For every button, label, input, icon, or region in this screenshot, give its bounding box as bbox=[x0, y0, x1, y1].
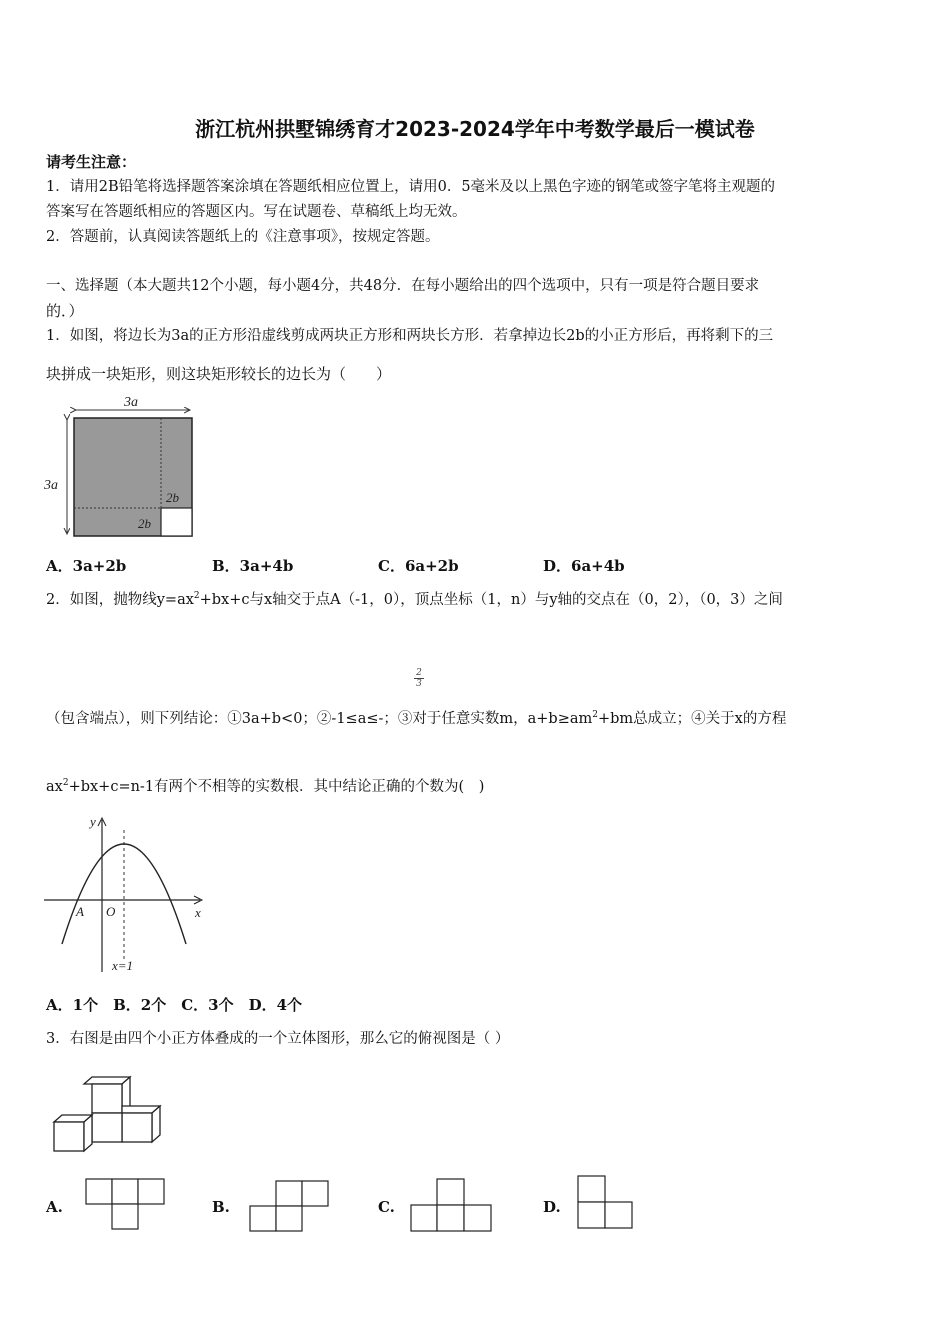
q3-cube-stack-figure bbox=[50, 1072, 170, 1157]
q1-option-b: B．3a+4b bbox=[212, 557, 294, 575]
q2-text-line-2: （包含端点），则下列结论：①3a+b<0；②-1≤a≤-；③对于任意实数m，$a+b\ge am^2+bm$总成立；④关于x的方程 bbox=[46, 710, 787, 727]
q2-label-a: A bbox=[76, 904, 84, 919]
q3-option-d-label: D. bbox=[543, 1198, 561, 1216]
q3-option-d-shape bbox=[576, 1174, 636, 1238]
q2-options: A．1个 B．2个 C．3个 D．4个 bbox=[46, 996, 303, 1014]
q3-option-c-shape bbox=[410, 1178, 494, 1234]
q2-fraction: 2 3 bbox=[414, 668, 424, 689]
q3-option-a-label: A. bbox=[46, 1198, 63, 1216]
q1-option-c: C．6a+2b bbox=[378, 557, 459, 575]
q1-square-figure bbox=[40, 390, 210, 545]
q2-label-x: x bbox=[195, 905, 201, 920]
q1-option-a: A．3a+2b bbox=[46, 557, 127, 575]
q2-parabola-figure bbox=[40, 812, 215, 977]
q1-label-top: 3a bbox=[124, 395, 138, 410]
q1-label-inner-right: 2b bbox=[166, 490, 179, 505]
q2-text-line-3: $ax^2+bx+c=n-1$有两个不相等的实数根．其中结论正确的个数为( ) bbox=[46, 778, 485, 795]
section-heading-line-2: 的．） bbox=[46, 302, 84, 320]
notice-heading: 请考生注意： bbox=[46, 153, 137, 171]
q3-option-b-shape bbox=[249, 1180, 331, 1234]
notice-line-1b: 答案写在答题纸相应的答题区内。写在试题卷、草稿纸上均无效。 bbox=[46, 204, 467, 220]
q1-option-d: D．6a+4b bbox=[543, 557, 625, 575]
q2-label-axis: x=1 bbox=[112, 958, 134, 973]
q3-text-line-1: 3．右图是由四个小正方体叠成的一个立体图形，那么它的俯视图是（ ） bbox=[46, 1031, 510, 1047]
q2-label-o: O bbox=[106, 904, 116, 919]
q1-label-left: 3a bbox=[44, 478, 58, 493]
q3-option-b-label: B. bbox=[212, 1198, 230, 1216]
q1-label-inner-bottom: 2b bbox=[138, 516, 151, 531]
section-heading-line-1: 一、选择题（本大题共12个小题，每小题4分，共48分．在每小题给出的四个选项中，只有一项是符合题目要求 bbox=[46, 278, 760, 294]
notice-line-2: 2．答题前，认真阅读答题纸上的《注意事项》，按规定答题。 bbox=[46, 229, 440, 245]
q1-text-line-2: 块拼成一块矩形，则这块矩形较长的边长为（ ） bbox=[46, 365, 392, 383]
q1-text-line-1: 1．如图，将边长为3a的正方形沿虚线剪成两块正方形和两块长方形．若拿掉边长2b的小正方形后，再将剩下的三 bbox=[46, 328, 774, 344]
page-title: 浙江杭州拱墅锦绣育才2023-2024学年中考数学最后一模试卷 bbox=[195, 117, 755, 141]
q2-text-line-1: 2．如图，抛物线$y=ax^2+bx+c$与x轴交于点A（-1，0），顶点坐标（1，n）与y轴的交点在（0，2），（0，3）之间 bbox=[46, 591, 783, 608]
q3-option-a-shape bbox=[85, 1178, 167, 1232]
q1-removed-small-square bbox=[161, 508, 192, 536]
notice-line-1: 1．请用2B铅笔将选择题答案涂填在答题纸相应位置上，请用0．5毫米及以上黑色字迹的钢笔或签字笔将主观题的 bbox=[46, 179, 776, 195]
q3-option-c-label: C. bbox=[378, 1198, 395, 1216]
q2-label-y: y bbox=[90, 814, 96, 829]
